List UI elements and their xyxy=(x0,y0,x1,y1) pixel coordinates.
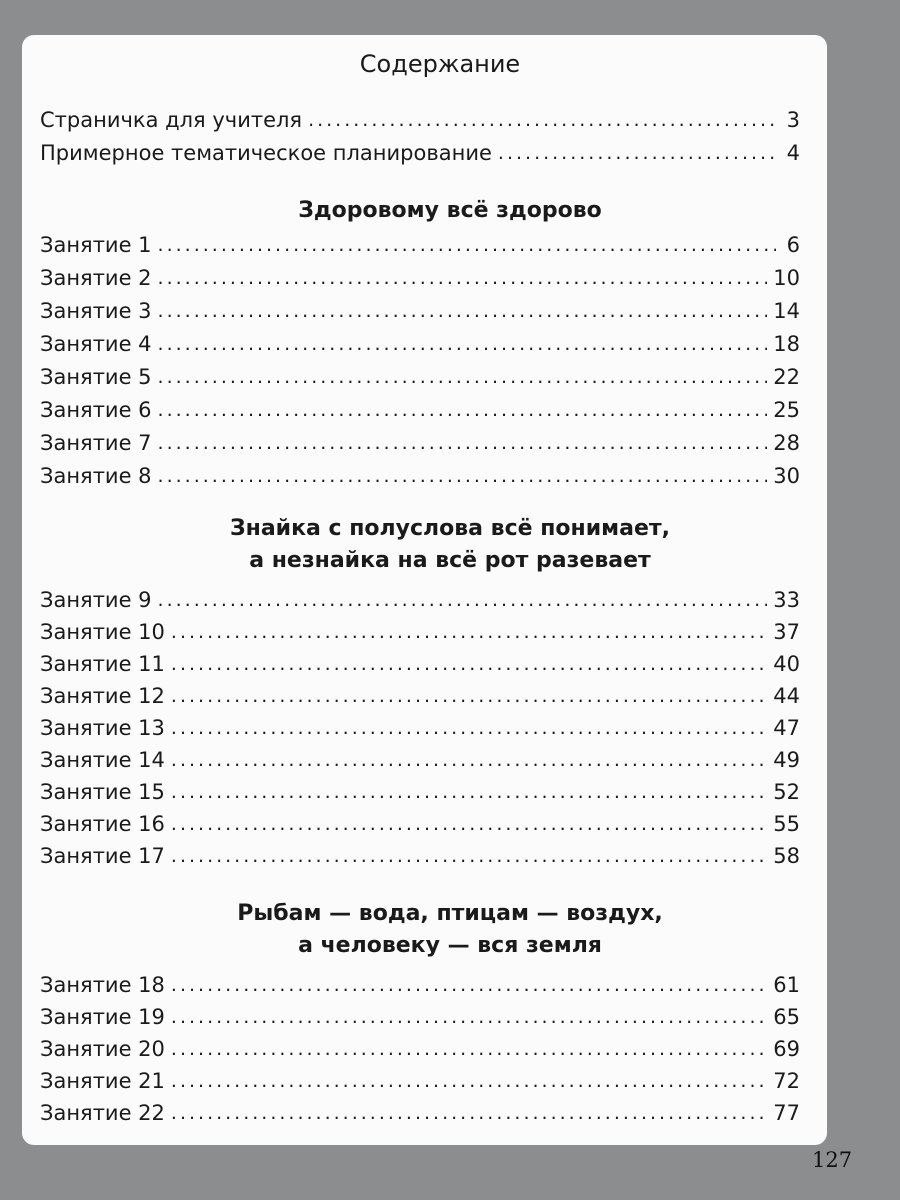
toc-entry-page: 52 xyxy=(773,780,800,804)
toc-entry-label: Занятие 5 xyxy=(40,365,152,389)
section-title: Здоровому всё здорово xyxy=(298,198,602,223)
toc-entry-teacher-page[interactable] xyxy=(40,103,800,133)
toc-entry[interactable] xyxy=(40,1096,800,1126)
toc-entry-label: Занятие 21 xyxy=(40,1069,165,1093)
toc-entry[interactable] xyxy=(40,968,800,998)
toc-entry-page: 3 xyxy=(786,108,800,132)
toc-entry-label: Занятие 8 xyxy=(40,464,152,488)
toc-entry-label: Занятие 11 xyxy=(40,652,165,676)
toc-entry-label: Занятие 15 xyxy=(40,780,165,804)
toc-entry-page: 61 xyxy=(773,973,800,997)
toc-entry-label: Занятие 3 xyxy=(40,299,152,323)
dot-leader xyxy=(171,651,767,677)
toc-entry-page: 44 xyxy=(773,684,800,708)
toc-entry[interactable] xyxy=(40,743,800,773)
dot-leader xyxy=(158,587,768,613)
toc-entry-label: Занятие 7 xyxy=(40,431,152,455)
toc-entry[interactable] xyxy=(40,1064,800,1094)
toc-entry-label: Занятие 10 xyxy=(40,620,165,644)
toc-entry-page: 25 xyxy=(773,398,800,422)
toc-entry[interactable] xyxy=(40,360,800,390)
toc-entry[interactable] xyxy=(40,294,800,324)
toc-entry-label: Занятие 22 xyxy=(40,1101,165,1125)
toc-entry-page: 77 xyxy=(773,1101,800,1125)
toc-entry-page: 33 xyxy=(773,588,800,612)
toc-entry[interactable] xyxy=(40,261,800,291)
dot-leader xyxy=(171,779,767,805)
toc-entry-page: 4 xyxy=(786,141,800,165)
toc-entry-page: 72 xyxy=(773,1069,800,1093)
toc-entry-page: 47 xyxy=(773,716,800,740)
toc-entry-page: 6 xyxy=(786,233,800,257)
toc-entry-page: 10 xyxy=(773,266,800,290)
toc-entry-page: 55 xyxy=(773,812,800,836)
toc-entry-label: Занятие 14 xyxy=(40,748,165,772)
toc-entry[interactable] xyxy=(40,1032,800,1062)
section-title-line-2: а незнайка на всё рот разевает xyxy=(249,548,651,573)
toc-entry-label: Занятие 16 xyxy=(40,812,165,836)
toc-entry[interactable] xyxy=(40,1000,800,1030)
dot-leader xyxy=(158,463,768,489)
dot-leader xyxy=(171,747,767,773)
dot-leader xyxy=(171,1068,767,1094)
dot-leader xyxy=(158,232,776,258)
toc-entry-label: Страничка для учителя xyxy=(40,108,303,132)
dot-leader xyxy=(498,140,776,166)
toc-entry[interactable] xyxy=(40,393,800,423)
toc-entry-page: 65 xyxy=(773,1005,800,1029)
toc-entry-planning[interactable] xyxy=(40,136,800,166)
toc-entry-page: 58 xyxy=(773,844,800,868)
toc-entry-page: 28 xyxy=(773,431,800,455)
dot-leader xyxy=(158,430,768,456)
dot-leader xyxy=(158,331,768,357)
toc-entry-page: 18 xyxy=(773,332,800,356)
toc-entry[interactable] xyxy=(40,839,800,869)
dot-leader xyxy=(171,619,767,645)
toc-entry-label: Занятие 12 xyxy=(40,684,165,708)
toc-entry-page: 14 xyxy=(773,299,800,323)
page-number: 127 xyxy=(812,1148,853,1172)
dot-leader xyxy=(158,265,768,291)
toc-entry[interactable] xyxy=(40,679,800,709)
toc-entry[interactable] xyxy=(40,807,800,837)
dot-leader xyxy=(171,683,767,709)
toc-entry-page: 22 xyxy=(773,365,800,389)
toc-entry[interactable] xyxy=(40,426,800,456)
toc-entry-label: Занятие 9 xyxy=(40,588,152,612)
section-title: Рыбам — вода, птицам — воздух, xyxy=(237,901,663,926)
toc-entry-label: Занятие 2 xyxy=(40,266,152,290)
toc-entry[interactable] xyxy=(40,647,800,677)
dot-leader xyxy=(308,107,776,133)
toc-entry-page: 40 xyxy=(773,652,800,676)
contents-heading: Содержание xyxy=(359,50,521,78)
toc-entry-label: Занятие 19 xyxy=(40,1005,165,1029)
toc-entry-page: 69 xyxy=(773,1037,800,1061)
toc-entry-label: Примерное тематическое планирование xyxy=(40,141,492,165)
toc-entry-label: Занятие 17 xyxy=(40,844,165,868)
dot-leader xyxy=(158,397,768,423)
toc-entry-label: Занятие 1 xyxy=(40,233,152,257)
toc-entry-page: 30 xyxy=(773,464,800,488)
toc-entry-label: Занятие 13 xyxy=(40,716,165,740)
toc-entry-label: Занятие 18 xyxy=(40,973,165,997)
section-title: Знайка с полуслова всё понимает, xyxy=(229,516,671,541)
toc-entry-page: 49 xyxy=(773,748,800,772)
toc-entry[interactable] xyxy=(40,327,800,357)
toc-entry[interactable] xyxy=(40,775,800,805)
dot-leader xyxy=(171,1036,767,1062)
dot-leader xyxy=(171,843,767,869)
toc-entry-label: Занятие 20 xyxy=(40,1037,165,1061)
dot-leader xyxy=(158,364,768,390)
toc-entry[interactable] xyxy=(40,711,800,741)
toc-entry-label: Занятие 4 xyxy=(40,332,152,356)
section-title-line-2: а человеку — вся земля xyxy=(298,933,602,958)
toc-entry[interactable] xyxy=(40,228,800,258)
toc-entry[interactable] xyxy=(40,615,800,645)
dot-leader xyxy=(171,1004,767,1030)
dot-leader xyxy=(171,972,767,998)
toc-entry[interactable] xyxy=(40,583,800,613)
toc-entry-label: Занятие 6 xyxy=(40,398,152,422)
dot-leader xyxy=(171,715,767,741)
dot-leader xyxy=(158,298,768,324)
dot-leader xyxy=(171,1100,767,1126)
toc-entry-page: 37 xyxy=(773,620,800,644)
dot-leader xyxy=(171,811,767,837)
toc-entry[interactable] xyxy=(40,459,800,489)
